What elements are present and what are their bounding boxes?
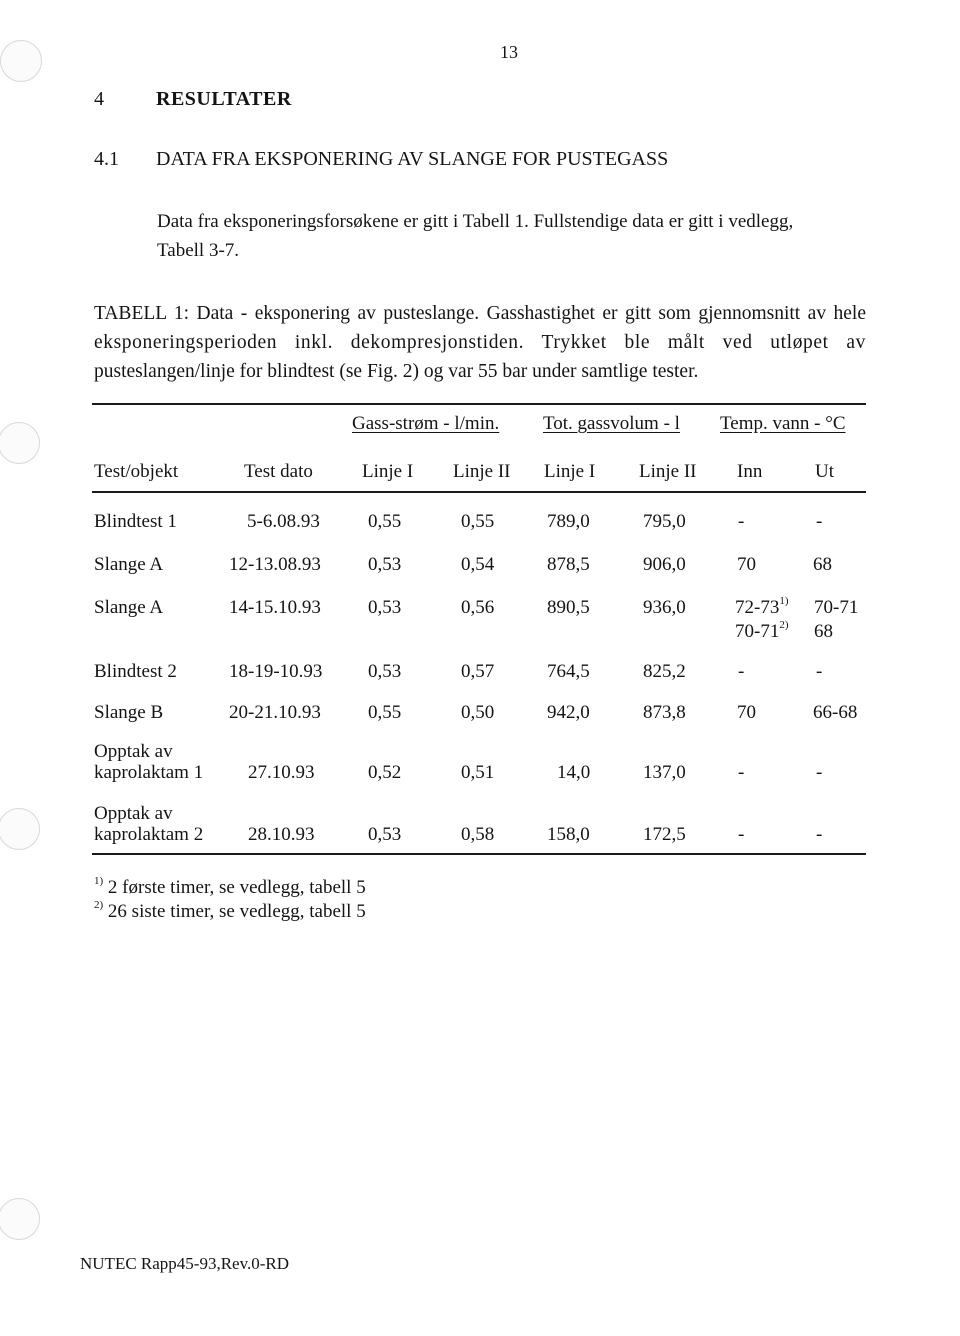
column-header-volume-line2: Linje II [639,461,697,482]
cell-vol2: 795,0 [643,511,686,532]
cell-object: Slange A [94,597,164,618]
cell-vol1: 942,0 [547,702,590,723]
cell-date: 18-19-10.93 [229,661,323,682]
cell-vol2: 873,8 [643,702,686,723]
cell-flow2: 0,55 [461,511,495,532]
column-header-object: Test/objekt [94,461,179,482]
table-caption [94,299,866,386]
cell-flow1: 0,53 [368,824,402,845]
column-header-flow-line1: Linje I [362,461,414,482]
cell-temp-in: - [738,824,745,845]
cell-temp-in-2 [735,618,789,643]
caption-line-2: eksponeringsperioden inkl. dekompresjonstiden. Trykket ble målt ved utløpet av [94,332,866,353]
report-footer: NUTEC Rapp45-93,Rev.0-RD [80,1254,290,1273]
cell-vol2: 936,0 [643,597,686,618]
group-header-gas-flow: Gass-strøm - l/min. [352,413,500,434]
cell-object-line2: kaprolaktam 2 [94,824,204,845]
footnote-text: 2 første timer, se vedlegg, tabell 5 [107,877,366,898]
punch-hole-middle [0,808,40,850]
column-header-flow-line2: Linje II [453,461,511,482]
subsection-title: DATA FRA EKSPONERING AV SLANGE FOR PUSTEGASS [156,148,669,170]
footnote-2 [94,898,366,923]
cell-date: 27.10.93 [248,762,315,783]
cell-flow1: 0,53 [368,554,402,575]
cell-temp-in: - [738,661,745,682]
cell-vol2: 825,2 [643,661,686,682]
cell-temp-out: - [816,511,823,532]
caption-line-1: TABELL 1: Data - eksponering av pusteslange. Gasshastighet er gitt som gjennomsnitt av hele [94,303,866,324]
temp-in-value: 70-71 [735,621,780,642]
group-header-water-temp: Temp. vann - °C [720,413,846,434]
footnote-text: 26 siste timer, se vedlegg, tabell 5 [107,901,366,922]
cell-object-line1: Opptak av [94,803,173,824]
cell-temp-out: - [816,824,823,845]
cell-flow1: 0,53 [368,597,402,618]
punch-hole-bottom [0,1198,40,1240]
cell-vol1: 890,5 [547,597,590,618]
cell-vol1: 158,0 [547,824,590,845]
footnote-marker: 1) [779,594,789,607]
cell-temp-in: 70 [737,554,756,575]
cell-temp-in: 70 [737,702,756,723]
cell-temp-out: 66-68 [813,702,858,723]
intro-line-2: Tabell 3-7. [157,240,240,261]
page-number: 13 [500,42,518,62]
punch-hole-upper [0,422,40,464]
temp-in-value: 72-73 [735,597,780,618]
cell-vol2: 137,0 [643,762,686,783]
table-bottom-rule [92,853,866,855]
cell-vol1: 14,0 [557,762,591,783]
cell-flow2: 0,57 [461,661,495,682]
cell-object-line1: Opptak av [94,741,173,762]
cell-flow1: 0,53 [368,661,402,682]
cell-flow1: 0,55 [368,511,402,532]
cell-flow2: 0,54 [461,554,495,575]
cell-vol2: 906,0 [643,554,686,575]
caption-line-3: pusteslangen/linje for blindtest (se Fig. 2) og var 55 bar under samtlige tester. [94,361,699,382]
punch-hole-top [0,40,42,82]
footnote-mark: 2) [94,898,104,911]
cell-temp-in: - [738,511,745,532]
cell-temp-in [735,594,789,619]
cell-date: 12-13.08.93 [229,554,321,575]
cell-temp-out: 68 [813,554,832,575]
section-title: RESULTATER [156,88,292,110]
cell-date: 20-21.10.93 [229,702,321,723]
cell-date: 14-15.10.93 [229,597,321,618]
section-number: 4 [94,88,104,110]
cell-flow2: 0,51 [461,762,495,783]
cell-object-line2: kaprolaktam 1 [94,762,204,783]
footnote-marker: 2) [779,618,789,631]
cell-temp-out-2: 68 [814,621,833,642]
column-header-date: Test dato [244,461,313,482]
cell-temp-out: - [816,661,823,682]
cell-object: Slange B [94,702,164,723]
cell-vol1: 789,0 [547,511,590,532]
column-header-temp-in: Inn [737,461,763,482]
cell-temp-out: - [816,762,823,783]
intro-line-1: Data fra eksponeringsforsøkene er gitt i Tabell 1. Fullstendige data er gitt i vedlegg, [157,211,794,232]
cell-flow2: 0,56 [461,597,495,618]
cell-flow2: 0,58 [461,824,495,845]
cell-object: Blindtest 2 [94,661,177,682]
footnote-mark: 1) [94,874,104,887]
cell-vol1: 878,5 [547,554,590,575]
column-header-temp-out: Ut [815,461,834,482]
table-header-rule [92,491,866,493]
table-top-rule [92,403,866,405]
column-header-volume-line1: Linje I [544,461,596,482]
cell-flow2: 0,50 [461,702,495,723]
cell-temp-in: - [738,762,745,783]
cell-object: Slange A [94,554,164,575]
cell-date: 28.10.93 [248,824,315,845]
cell-date: 5-6.08.93 [247,511,320,532]
footnote-1 [94,874,366,899]
cell-temp-out: 70-71 [814,597,859,618]
cell-flow1: 0,55 [368,702,402,723]
cell-vol2: 172,5 [643,824,686,845]
cell-object: Blindtest 1 [94,511,177,532]
cell-flow1: 0,52 [368,762,402,783]
group-header-total-volume: Tot. gassvolum - l [543,413,680,434]
subsection-number: 4.1 [94,148,119,170]
cell-vol1: 764,5 [547,661,590,682]
